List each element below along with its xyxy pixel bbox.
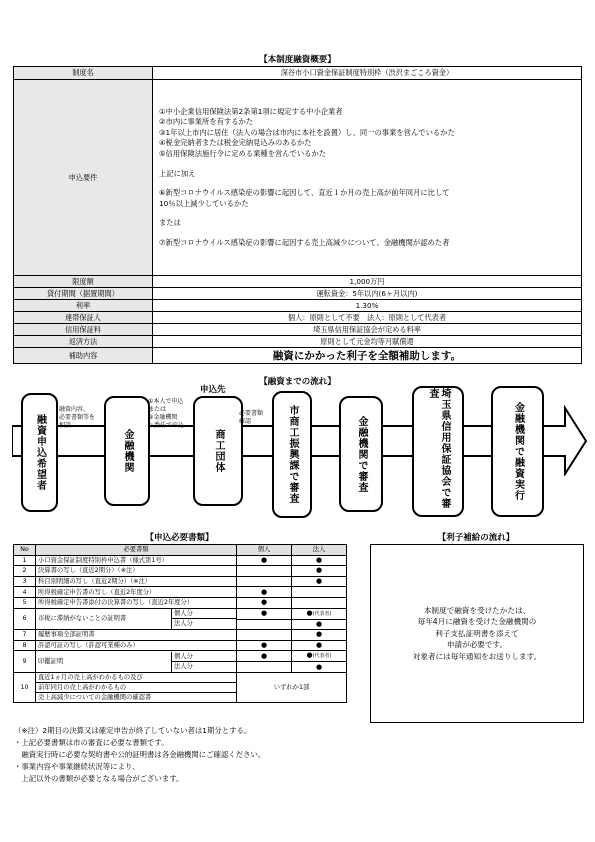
table-row: [14, 587, 347, 598]
mark: ●: [292, 619, 347, 630]
step-6-text: 埼玉県信用保証協会で審査: [427, 388, 450, 509]
row-doc-split: [36, 651, 237, 673]
footnote-2: ・上記必要書類は市の審査に必要な書類です。: [14, 738, 169, 747]
rate-value: 1.30%: [153, 300, 582, 312]
footnote-1: （※注）2期目の決算又は確定申告が終了していない者は1期分とする。: [14, 726, 252, 735]
row10-line-c: 売上高減少についての金融機関の確認書: [38, 693, 152, 701]
summary-title: 【本制度融資概要】: [259, 55, 336, 65]
subsidy-title: 【利子補給の流れ】: [437, 533, 515, 543]
flow-note-apply: [148, 398, 184, 430]
table-row: [14, 672, 347, 702]
docs-table: [13, 544, 347, 703]
table-row: [14, 651, 347, 662]
system-value: 深谷市小口資金保証制度特別枠（渋沢まごころ資金）: [153, 67, 582, 80]
subsidy-line: 利子支払証明書を添えて: [435, 628, 519, 638]
mark: ●: [292, 576, 347, 587]
flow-step-bank-review: [339, 396, 383, 512]
note1-line: 相談: [59, 422, 72, 429]
row10-line-a: 直近1ヵ月の売上高がわかるもの及び: [36, 673, 236, 683]
row10-line-b: 前年同月の売上高がわかるもの: [36, 683, 236, 693]
req-line-4: ④税金完納者または税金完納見込みのあるかた: [159, 138, 312, 148]
rate-label: 利率: [14, 300, 153, 312]
row10-value: いずれか1部: [237, 672, 347, 702]
req-7: ⑦新型コロナウイルス感染症の影響に起因する売上高減少について、金融機関が認めた者: [159, 237, 450, 247]
flow-step-guarantee-review: [412, 386, 464, 517]
subsidy-line: 申請が必要です。: [446, 640, 508, 650]
subsidy-box: [370, 544, 584, 723]
limit-label: 限度額: [14, 276, 153, 288]
req-line-3: ③1年以上市内に居住（法人の場合は市内に本社を設置）し、同一の事業を営んでいるかた: [159, 127, 455, 137]
req-or: または: [159, 218, 181, 228]
fee-value: 埼玉県信用保証協会が定める料率: [153, 324, 582, 336]
row-no: 6: [14, 608, 36, 630]
guarantor-label: 連帯保証人: [14, 312, 153, 324]
flow-step-commerce: [193, 396, 243, 506]
mark: ●: [306, 608, 313, 617]
row-doc: 許認可証の写し（許認可業種のみ）: [36, 640, 237, 651]
note3-line: 確認: [239, 418, 252, 425]
row-no: 2: [14, 566, 36, 577]
mark: ●: [237, 587, 292, 598]
row-doc: 印鑑証明: [38, 658, 64, 666]
row-no: 4: [14, 587, 36, 598]
period-label: 貸付期間（据置期間）: [14, 288, 153, 300]
aid-value: 融資にかかった利子を全額補助します。: [153, 348, 582, 364]
footnote-5: 上記以外の書類が必要となる場合がございます。: [14, 774, 184, 783]
row-doc: 所得税確定申告書の写し（直近2年度分）: [36, 587, 237, 598]
row-doc: 決算書の写し（直近2期分）（※注）: [36, 566, 237, 577]
flow-step-applicant: [21, 393, 58, 512]
subsidy-line: 対象者には毎年通知をお送りします。: [412, 651, 542, 661]
mark: ●: [292, 566, 347, 577]
req-6a: ⑥新型コロナウイルス感染症の影響に起因して、直近１か月の売上高が前年同月に比して: [159, 188, 450, 198]
sub-personal: 個人分: [172, 652, 236, 663]
footnote-3: 融資実行時に必要な契約書や公的証明書は各金融機関にご確認ください。: [14, 750, 266, 759]
step-5-text: 金融機関で審査: [356, 415, 367, 493]
step-7-text: 金融機関で融資実行: [512, 402, 524, 501]
row-no: 1: [14, 555, 36, 566]
row-no: 8: [14, 640, 36, 651]
note2-line: へ委任で申込: [148, 422, 185, 429]
note2-line: または: [148, 406, 167, 413]
col-personal: 個人: [237, 545, 292, 556]
mark: ●: [306, 651, 313, 660]
flow-step-city-review: [272, 391, 312, 518]
req-label: 申込要件: [14, 80, 153, 276]
rep-note: (代表者): [312, 653, 332, 660]
mark: ●: [292, 662, 347, 673]
flow-note-consult: [59, 406, 95, 430]
apply-to-label: 申込先: [200, 385, 226, 395]
table-row: [14, 640, 347, 651]
aid-label: 補助内容: [14, 348, 153, 364]
row-no: 7: [14, 630, 36, 641]
req-6b: 10％以上減少しているかた: [159, 198, 249, 208]
mark: ●: [237, 597, 292, 608]
mark: ●: [237, 651, 292, 662]
footnote-4: ・事業内容や事業継続状況等により、: [14, 762, 140, 771]
row-no: 9: [14, 651, 36, 673]
mark: ●: [292, 630, 347, 641]
row-doc: 履歴事項全部証明書: [36, 630, 237, 641]
col-corp: 法人: [292, 545, 347, 556]
flow-step-loan-exec: [491, 386, 544, 517]
system-label: 制度名: [14, 67, 153, 80]
row-no: 10: [14, 672, 36, 702]
repay-label: 返済方法: [14, 336, 153, 348]
row-doc-split: [36, 608, 237, 630]
subsidy-line: 毎年4月に融資を受けた金融機関の: [417, 617, 537, 627]
mark-rep: [292, 651, 347, 662]
flow-note-check: [239, 410, 263, 426]
step-4-text: 市商工振興課で審査: [287, 405, 298, 504]
fee-label: 信用保証料: [14, 324, 153, 336]
note1-line: 必要書類等を: [59, 414, 96, 421]
flow-step-bank: [104, 396, 150, 506]
mark: ●: [237, 555, 292, 566]
note3-line: 必要書類: [239, 410, 264, 417]
repay-value: 原則として元金均等月賦償還: [153, 336, 582, 348]
step-1-text: 融資申込希望者: [34, 414, 46, 491]
row-doc: 所得税確定申告書添付の決算書の写し（直近2年度分）: [36, 597, 237, 608]
row-no: 5: [14, 597, 36, 608]
sub-corp: 法人分: [174, 620, 193, 628]
period-value: 運転資金：5年以内(6ヶ月以内): [153, 288, 582, 300]
col-no: No: [14, 545, 36, 556]
row-doc: 科目別明細の写し（直近2期分）（※注）: [36, 576, 237, 587]
mark: ●: [292, 555, 347, 566]
req-line-5: ⑤信用保険法施行令に定める業種を営んでいるかた: [159, 148, 327, 158]
table-row: [14, 630, 347, 641]
table-row: [14, 576, 347, 587]
sub-corp: 法人分: [174, 663, 193, 671]
mark: ●: [237, 640, 292, 651]
mark-rep: [292, 608, 347, 619]
flow-title: 【融資までの流れ】: [259, 377, 336, 387]
req-cell: [153, 80, 582, 276]
table-row: [14, 608, 347, 619]
req-line-2: ②市内に事業所を有するかた: [159, 117, 254, 127]
req-add: 上記に加え: [159, 168, 196, 178]
docs-title: 【申込必要書類】: [145, 533, 214, 543]
row-no: 3: [14, 576, 36, 587]
limit-value: 1,000万円: [153, 276, 582, 288]
mark: ●: [237, 608, 292, 619]
mark: ●: [292, 640, 347, 651]
note2-line: ②金融機関: [148, 414, 178, 421]
summary-table: [13, 66, 582, 364]
step-2-text: 金融機関: [122, 429, 133, 473]
req-line-1: ①中小企業信用保険法第2条第1項に規定する中小企業者: [159, 106, 343, 116]
note1-line: 融資内容、: [59, 406, 90, 413]
guarantor-value: 個人：原則として不要 法人：原則として代表者: [153, 312, 582, 324]
row-doc-10: [36, 672, 237, 702]
table-row: [14, 555, 347, 566]
row-doc: 小口資金保証制度特別枠申込書（様式第1号）: [36, 555, 237, 566]
table-row: [14, 597, 347, 608]
rep-note: (代表者): [312, 610, 332, 617]
step-3-text: 商工団体: [213, 429, 224, 473]
row-doc: 市税に滞納がないことの証明書: [38, 615, 127, 623]
table-row: [14, 566, 347, 577]
subsidy-line: 本制度で融資を受けたかたは、: [423, 605, 531, 615]
col-doc: 必要書類: [36, 545, 237, 556]
note2-line: ①本人で申込: [148, 398, 184, 405]
sub-personal: 個人分: [172, 609, 236, 620]
